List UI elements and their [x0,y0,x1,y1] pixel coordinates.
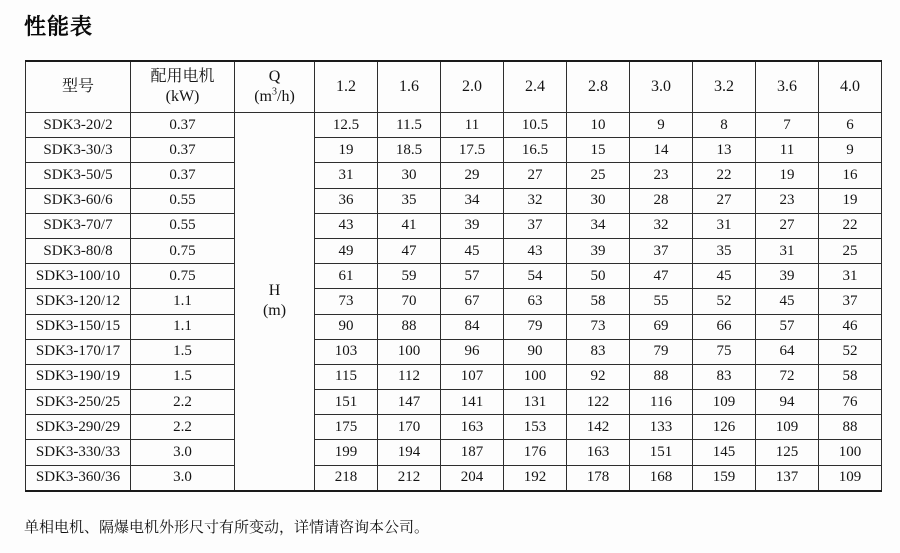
head-value-cell: 88 [630,364,693,389]
motor-power-cell: 0.37 [131,163,235,188]
table-row [26,238,882,263]
head-value-cell: 145 [693,440,756,465]
col-header-motor-line2: (kW) [165,88,200,105]
motor-power-cell: 0.37 [131,138,235,163]
head-value-cell: 194 [378,440,441,465]
head-value-cell: 178 [567,465,630,491]
head-value-cell: 16 [819,163,882,188]
head-value-cell: 46 [819,314,882,339]
motor-power-cell: 3.0 [131,465,235,491]
motor-power-cell: 3.0 [131,440,235,465]
head-value-cell: 43 [315,213,378,238]
head-value-cell: 72 [756,364,819,389]
head-value-cell: 45 [693,264,756,289]
table-row [26,213,882,238]
head-value-cell: 9 [819,138,882,163]
head-value-cell: 18.5 [378,138,441,163]
model-cell: SDK3-190/19 [26,364,131,389]
head-value-cell: 109 [693,390,756,415]
head-value-cell: 141 [441,390,504,415]
head-value-cell: 31 [693,213,756,238]
head-value-cell: 37 [504,213,567,238]
head-value-cell: 153 [504,415,567,440]
head-value-cell: 218 [315,465,378,491]
head-value-cell: 88 [378,314,441,339]
head-value-cell: 73 [315,289,378,314]
head-value-cell: 27 [756,213,819,238]
head-value-cell: 43 [504,238,567,263]
head-value-cell: 28 [630,188,693,213]
table-row [26,339,882,364]
model-cell: SDK3-120/12 [26,289,131,314]
head-value-cell: 6 [819,113,882,138]
col-header-flow: 2.8 [567,61,630,113]
head-value-cell: 19 [315,138,378,163]
head-value-cell: 19 [819,188,882,213]
col-header-flow: 1.6 [378,61,441,113]
head-value-cell: 100 [378,339,441,364]
model-cell: SDK3-150/15 [26,314,131,339]
head-value-cell: 58 [819,364,882,389]
model-cell: SDK3-290/29 [26,415,131,440]
head-value-cell: 159 [693,465,756,491]
head-value-cell: 70 [378,289,441,314]
model-cell: SDK3-20/2 [26,113,131,138]
head-value-cell: 25 [819,238,882,263]
head-unit-cell [235,113,315,491]
head-value-cell: 55 [630,289,693,314]
motor-power-cell: 0.37 [131,113,235,138]
head-value-cell: 109 [819,465,882,491]
model-cell: SDK3-330/33 [26,440,131,465]
flowrate-symbol: Q [268,68,281,85]
table-row [26,188,882,213]
head-value-cell: 103 [315,339,378,364]
head-value-cell: 37 [630,238,693,263]
model-cell: SDK3-170/17 [26,339,131,364]
head-value-cell: 13 [693,138,756,163]
head-value-cell: 52 [693,289,756,314]
head-symbol: H [268,281,281,299]
head-value-cell: 147 [378,390,441,415]
head-value-cell: 25 [567,163,630,188]
head-value-cell: 57 [441,264,504,289]
model-cell: SDK3-100/10 [26,264,131,289]
head-value-cell: 10.5 [504,113,567,138]
head-value-cell: 125 [756,440,819,465]
head-value-cell: 92 [567,364,630,389]
header-row [26,61,882,113]
head-value-cell: 9 [630,113,693,138]
head-value-cell: 19 [756,163,819,188]
head-value-cell: 212 [378,465,441,491]
head-value-cell: 14 [630,138,693,163]
motor-power-cell: 1.1 [131,289,235,314]
head-value-cell: 16.5 [504,138,567,163]
head-value-cell: 30 [567,188,630,213]
head-value-cell: 23 [630,163,693,188]
head-value-cell: 10 [567,113,630,138]
model-cell: SDK3-250/25 [26,390,131,415]
head-value-cell: 36 [315,188,378,213]
col-header-flow: 2.0 [441,61,504,113]
motor-power-cell: 0.55 [131,213,235,238]
head-value-cell: 115 [315,364,378,389]
table-body [26,113,882,491]
table-row [26,113,882,138]
page-title: 性能表 [24,14,94,39]
head-value-cell: 23 [756,188,819,213]
col-header-flow: 3.2 [693,61,756,113]
model-cell: SDK3-70/7 [26,213,131,238]
motor-power-cell: 2.2 [131,390,235,415]
model-cell: SDK3-30/3 [26,138,131,163]
head-value-cell: 142 [567,415,630,440]
head-value-cell: 192 [504,465,567,491]
head-value-cell: 73 [567,314,630,339]
head-value-cell: 83 [567,339,630,364]
head-value-cell: 47 [630,264,693,289]
head-value-cell: 79 [630,339,693,364]
head-value-cell: 27 [504,163,567,188]
head-value-cell: 163 [567,440,630,465]
head-value-cell: 94 [756,390,819,415]
col-header-flow: 4.0 [819,61,882,113]
head-value-cell: 27 [693,188,756,213]
head-value-cell: 131 [504,390,567,415]
head-value-cell: 39 [567,238,630,263]
model-cell: SDK3-50/5 [26,163,131,188]
head-value-cell: 39 [756,264,819,289]
performance-table [25,60,882,492]
head-value-cell: 37 [819,289,882,314]
table-row [26,415,882,440]
head-value-cell: 122 [567,390,630,415]
head-value-cell: 11.5 [378,113,441,138]
head-value-cell: 31 [315,163,378,188]
motor-power-cell: 1.5 [131,339,235,364]
head-value-cell: 39 [441,213,504,238]
head-value-cell: 151 [315,390,378,415]
head-value-cell: 45 [441,238,504,263]
head-value-cell: 126 [693,415,756,440]
table-row [26,440,882,465]
model-cell: SDK3-80/8 [26,238,131,263]
col-header-flowrate [235,61,315,113]
head-value-cell: 84 [441,314,504,339]
model-cell: SDK3-60/6 [26,188,131,213]
head-value-cell: 31 [819,264,882,289]
col-header-flow: 1.2 [315,61,378,113]
head-value-cell: 109 [756,415,819,440]
head-value-cell: 64 [756,339,819,364]
table-row [26,289,882,314]
table-row [26,138,882,163]
footnote: 单相电机、隔爆电机外形尺寸有所变动，详情请咨询本公司。 [24,519,430,536]
head-value-cell: 35 [693,238,756,263]
head-value-cell: 67 [441,289,504,314]
head-value-cell: 45 [756,289,819,314]
head-value-cell: 151 [630,440,693,465]
motor-power-cell: 1.5 [131,364,235,389]
motor-power-cell: 0.55 [131,188,235,213]
head-value-cell: 61 [315,264,378,289]
motor-power-cell: 0.75 [131,264,235,289]
motor-power-cell: 2.2 [131,415,235,440]
head-value-cell: 163 [441,415,504,440]
flowrate-unit-exponent: 3 [272,86,277,98]
head-value-cell: 34 [441,188,504,213]
head-value-cell: 8 [693,113,756,138]
model-cell: SDK3-360/36 [26,465,131,491]
head-value-cell: 57 [756,314,819,339]
col-header-flow: 3.6 [756,61,819,113]
head-value-cell: 107 [441,364,504,389]
head-value-cell: 168 [630,465,693,491]
head-value-cell: 175 [315,415,378,440]
head-unit: (m) [262,302,287,320]
head-value-cell: 31 [756,238,819,263]
head-value-cell: 90 [315,314,378,339]
head-value-cell: 41 [378,213,441,238]
head-value-cell: 29 [441,163,504,188]
head-value-cell: 22 [819,213,882,238]
motor-power-cell: 1.1 [131,314,235,339]
head-value-cell: 83 [693,364,756,389]
head-value-cell: 54 [504,264,567,289]
head-value-cell: 137 [756,465,819,491]
head-value-cell: 34 [567,213,630,238]
motor-power-cell: 0.75 [131,238,235,263]
head-value-cell: 11 [441,113,504,138]
head-value-cell: 69 [630,314,693,339]
head-value-cell: 116 [630,390,693,415]
head-value-cell: 11 [756,138,819,163]
table-row [26,390,882,415]
head-value-cell: 49 [315,238,378,263]
head-value-cell: 58 [567,289,630,314]
head-value-cell: 88 [819,415,882,440]
head-value-cell: 22 [693,163,756,188]
col-header-motor [131,61,235,113]
head-value-cell: 59 [378,264,441,289]
head-value-cell: 199 [315,440,378,465]
head-value-cell: 204 [441,465,504,491]
col-header-motor-line1: 配用电机 [150,68,215,85]
head-value-cell: 12.5 [315,113,378,138]
table-row [26,314,882,339]
table-row [26,364,882,389]
head-value-cell: 15 [567,138,630,163]
head-value-cell: 52 [819,339,882,364]
head-value-cell: 100 [504,364,567,389]
head-value-cell: 90 [504,339,567,364]
head-value-cell: 76 [819,390,882,415]
head-value-cell: 79 [504,314,567,339]
head-value-cell: 17.5 [441,138,504,163]
head-value-cell: 96 [441,339,504,364]
head-value-cell: 30 [378,163,441,188]
head-value-cell: 32 [630,213,693,238]
col-header-flow: 2.4 [504,61,567,113]
head-value-cell: 133 [630,415,693,440]
flowrate-unit: $(m^3/h)$ [254,86,295,105]
table-row [26,465,882,491]
col-header-flow: 3.0 [630,61,693,113]
head-value-cell: 112 [378,364,441,389]
head-value-cell: 47 [378,238,441,263]
head-value-cell: 187 [441,440,504,465]
head-value-cell: 66 [693,314,756,339]
head-value-cell: 50 [567,264,630,289]
head-value-cell: 35 [378,188,441,213]
head-value-cell: 63 [504,289,567,314]
head-value-cell: 170 [378,415,441,440]
head-value-cell: 176 [504,440,567,465]
head-value-cell: 32 [504,188,567,213]
col-header-model: 型号 [26,61,131,113]
head-value-cell: 100 [819,440,882,465]
head-value-cell: 7 [756,113,819,138]
table-row [26,264,882,289]
table-row [26,163,882,188]
head-value-cell: 75 [693,339,756,364]
